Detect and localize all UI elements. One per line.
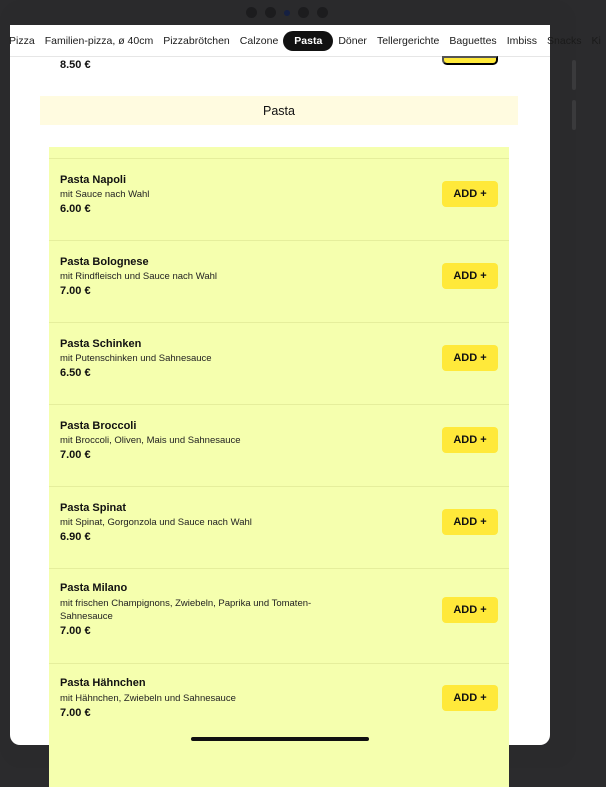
item-description: mit Hähnchen, Zwiebeln und Sahnesauce [60,693,236,704]
section-title: Pasta [263,103,295,118]
item-name: Pasta Bolognese [60,256,149,268]
item-price: 7.00 € [60,707,91,719]
item-price: 7.00 € [60,285,91,297]
sensor-icon [298,7,309,18]
item-price: 6.00 € [60,203,91,215]
item-name: Pasta Milano [60,582,128,594]
item-description: mit Spinat, Gorgonzola und Sauce nach Wahl [60,517,252,528]
category-tab-familien-pizza[interactable]: Familien-pizza, ø 40cm [44,34,154,47]
menu-item-pasta-schinken[interactable] [49,322,509,405]
item-description: mit frischen Champignons, Zwiebeln, Paprika und Tomaten-Sahnesauce [60,598,312,622]
item-price: 6.90 € [60,531,91,543]
category-tab-baguettes[interactable]: Baguettes [449,34,497,47]
add-to-cart-button[interactable]: ADD + [442,685,498,711]
category-tab-calzone[interactable]: Calzone [239,34,279,47]
menu-content[interactable] [10,56,550,745]
item-price: 7.00 € [60,625,91,637]
item-name: Pasta Schinken [60,338,142,350]
category-tab-pizzabroetchen[interactable]: Pizzabrötchen [163,34,230,47]
sensor-icon [246,7,257,18]
add-to-cart-button[interactable]: ADD + [442,181,498,207]
volume-button [572,100,576,130]
menu-item-pasta-napoli[interactable] [49,158,509,241]
item-name: Pasta Hähnchen [60,677,146,689]
category-nav[interactable] [9,25,601,57]
menu-item-pasta-spinat[interactable] [49,486,509,569]
category-tab-pasta[interactable]: Pasta [283,31,333,51]
add-to-cart-button[interactable]: ADD + [442,427,498,453]
category-tab-pizza[interactable]: Pizza [9,34,35,47]
menu-item-pasta-milano[interactable] [49,568,509,664]
category-tab-doener[interactable]: Döner [338,34,367,47]
sensor-icon [317,7,328,18]
app-screen [9,25,601,745]
sensor-icon [265,7,276,18]
camera-icon [284,10,290,16]
add-to-cart-button[interactable]: ADD + [442,345,498,371]
camera-bar [232,6,342,19]
previous-item-price: 8.50 € [60,59,91,71]
item-description: mit Broccoli, Oliven, Mais und Sahnesauce [60,435,241,446]
home-indicator[interactable] [191,737,369,741]
previous-item-add-button[interactable] [442,56,498,65]
category-tab-kinder[interactable]: Ki [591,34,601,47]
add-to-cart-button[interactable]: ADD + [442,263,498,289]
item-description: mit Putenschinken und Sahnesauce [60,353,212,364]
category-tab-imbiss[interactable]: Imbiss [506,34,538,47]
item-name: Pasta Napoli [60,174,127,186]
add-to-cart-button[interactable]: ADD + [442,597,498,623]
item-name: Pasta Broccoli [60,420,137,432]
item-description: mit Sauce nach Wahl [60,189,150,200]
section-header [40,96,518,125]
item-price: 6.50 € [60,367,91,379]
item-name: Pasta Spinat [60,502,127,514]
add-to-cart-button[interactable]: ADD + [442,509,498,535]
menu-item-pasta-bolognese[interactable] [49,240,509,323]
menu-item-list [49,147,509,787]
category-tab-snacks[interactable]: Snacks [547,34,582,47]
item-price: 7.00 € [60,449,91,461]
category-tab-tellergerichte[interactable]: Tellergerichte [376,34,440,47]
item-description: mit Rindfleisch und Sauce nach Wahl [60,271,218,282]
menu-item-pasta-broccoli[interactable] [49,404,509,487]
volume-button [572,60,576,90]
